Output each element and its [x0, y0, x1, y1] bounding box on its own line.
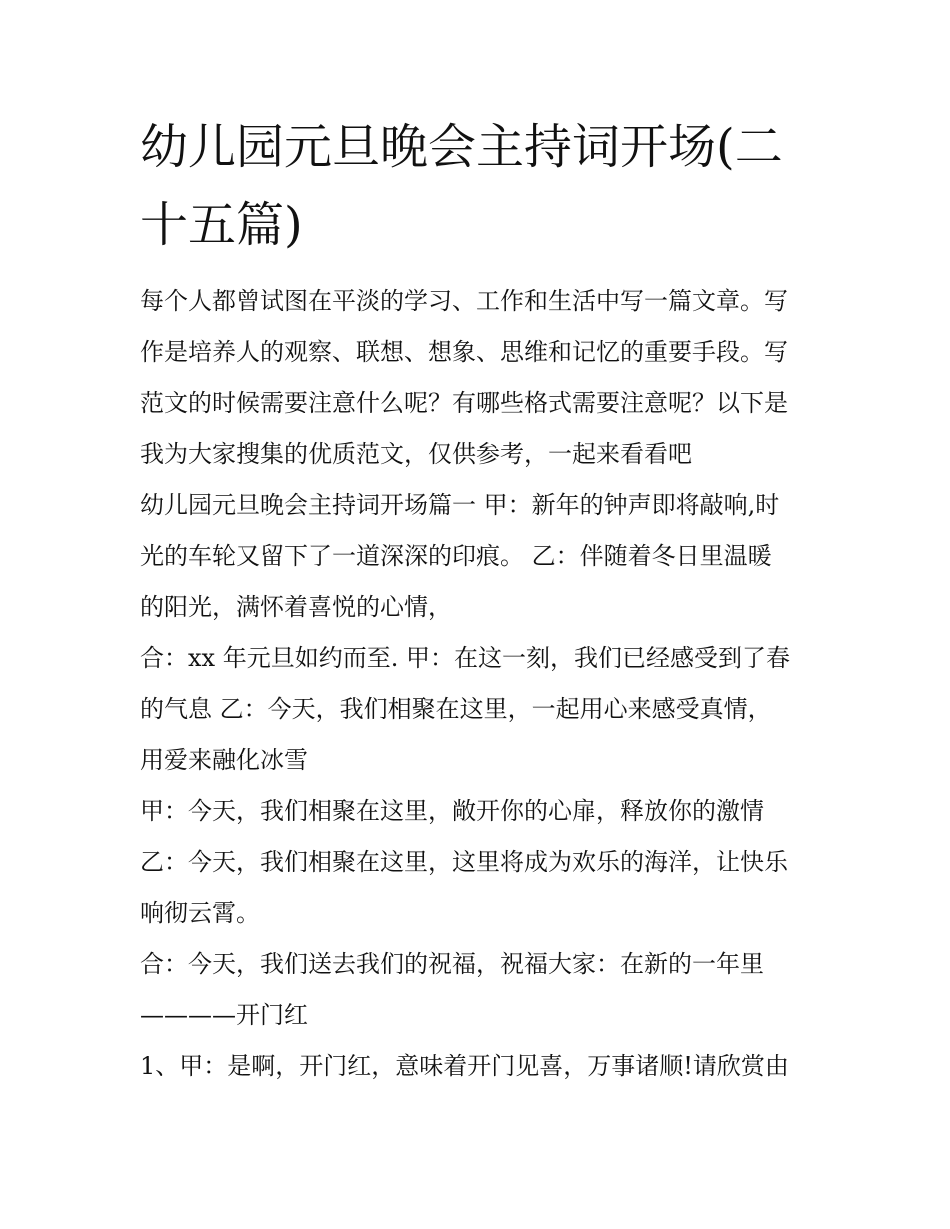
body-line: 用爱来融化冰雪	[140, 746, 308, 774]
body-line: 合：今天，我们送去我们的祝福，祝福大家：在新的一年里	[140, 950, 764, 978]
body-line: 合：xx 年元旦如约而至. 甲：在这一刻，我们已经感受到了春	[140, 644, 790, 672]
body-line: 乙：今天，我们相聚在这里，这里将成为欢乐的海洋，让快乐	[140, 848, 788, 876]
body-line: 作是培养人的观察、联想、想象、思维和记忆的重要手段。写	[140, 338, 788, 366]
title-line-1: 幼儿园元旦晚会主持词开场(二	[140, 119, 783, 175]
body-line: 范文的时候需要注意什么呢？有哪些格式需要注意呢？以下是	[140, 389, 788, 417]
body-line: 每个人都曾试图在平淡的学习、工作和生活中写一篇文章。写	[140, 287, 788, 315]
body-line: 的气息 乙：今天，我们相聚在这里，一起用心来感受真情，	[140, 695, 772, 723]
body-line: 的阳光，满怀着喜悦的心情，	[140, 593, 452, 621]
body-line: 1、甲：是啊，开门红，意味着开门见喜，万事诸顺!请欣赏由	[140, 1052, 789, 1080]
body-line: 甲：今天，我们相聚在这里，敞开你的心扉，释放你的激情	[140, 797, 764, 825]
body-line: 我为大家搜集的优质范文，仅供参考，一起来看看吧	[140, 440, 692, 468]
body-line: 响彻云霄。	[140, 899, 260, 927]
body-line: 幼儿园元旦晚会主持词开场篇一 甲：新年的钟声即将敲响,时	[140, 491, 780, 519]
title-line-2: 十五篇)	[140, 197, 303, 253]
body-line: 光的车轮又留下了一道深深的印痕。 乙：伴随着冬日里温暖	[140, 542, 772, 570]
body-line: ————开门红	[140, 1001, 308, 1029]
document-body	[140, 276, 830, 1092]
document-title	[140, 108, 830, 264]
